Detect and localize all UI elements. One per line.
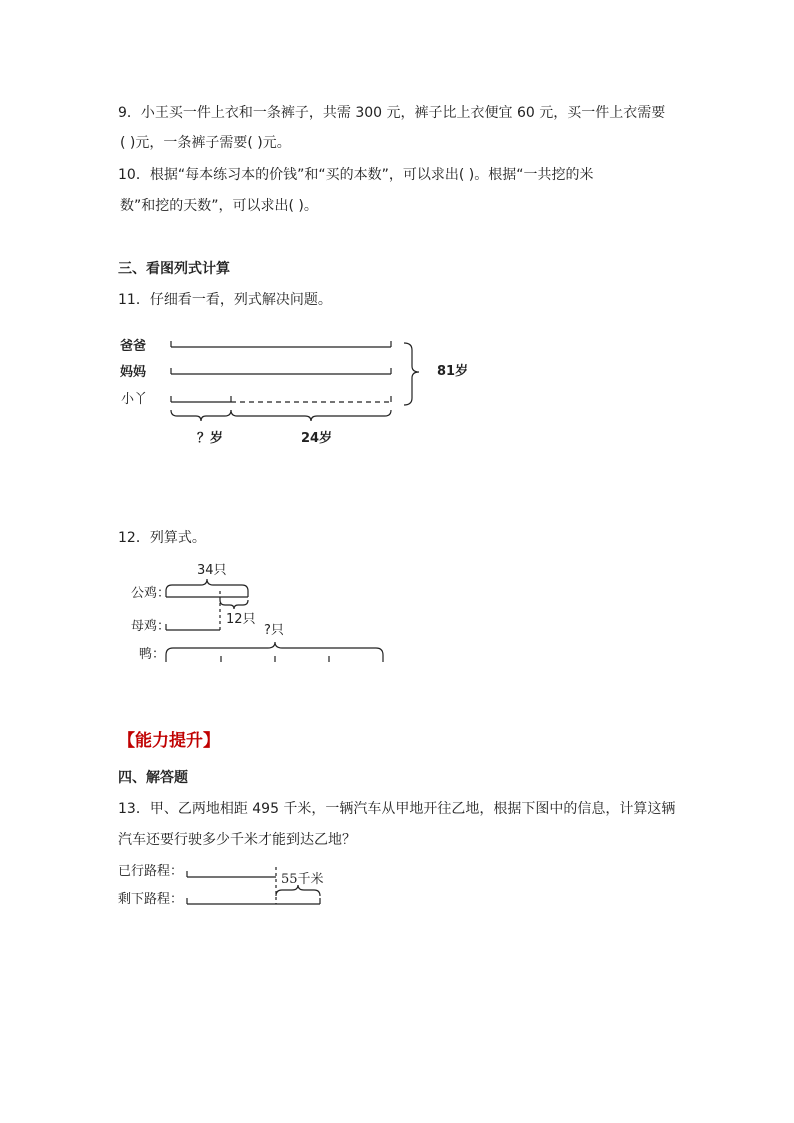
q11-mom-bar: [171, 368, 391, 374]
q11-total-brace: [404, 343, 419, 405]
q12-diff-brace: [220, 600, 248, 609]
q11-label-girl: 小丫: [121, 392, 148, 407]
q13-diff-brace: [276, 885, 320, 896]
q13-traveled-bar: [187, 871, 276, 877]
q13-remaining-bar: [187, 898, 320, 904]
q12-hen-bar: [166, 624, 220, 630]
q12-duck-bar: [166, 642, 383, 662]
q13-label-remaining: 剩下路程：: [118, 892, 184, 907]
q12-rooster-bar: [166, 591, 248, 597]
q12-label-hen: 母鸡：: [131, 619, 171, 634]
q13-label-traveled: 已行路程：: [118, 864, 184, 879]
q11-text: 11．仔细看一看，列式解决问题。: [118, 292, 332, 308]
q11-label-diff: 24岁: [301, 431, 333, 446]
q9-line1: 9．小王买一件上衣和一条裤子，共需 300 元，裤子比上衣便宜 60 元，买一件上衣需要: [118, 105, 666, 121]
q13-line1: 13．甲、乙两地相距 495 千米，一辆汽车从甲地开往乙地，根据下图中的信息，计算这辆: [118, 801, 676, 817]
q12-rooster-brace: [166, 579, 248, 591]
q11-label-unknown: ？岁: [197, 431, 224, 446]
q11-label-dad: 爸爸: [120, 339, 147, 354]
q12-text: 12．列算式。: [118, 530, 206, 546]
q12-label-rooster-count: 34只: [197, 563, 227, 578]
q11-diff-brace: [231, 410, 391, 421]
q13-line2: 汽车还要行驶多少千米才能到达乙地？: [118, 832, 356, 848]
section3-title: 三、看图列式计算: [118, 261, 230, 277]
ability-title: 【能力提升】: [118, 731, 220, 751]
q11-girl-bar: [171, 396, 391, 402]
section4-title: 四、解答题: [118, 770, 188, 786]
q11-label-total: 81岁: [437, 364, 469, 379]
q9-line2: ( )元，一条裤子需要( )元。: [120, 135, 291, 151]
q12-label-rooster: 公鸡：: [131, 586, 171, 601]
q11-dad-bar: [171, 341, 391, 347]
q13-label-diff: 55千米: [281, 872, 324, 887]
q12-label-diff: 12只: [226, 612, 256, 627]
q11-unknown-brace: [171, 410, 231, 421]
q11-label-mom: 妈妈: [120, 365, 147, 380]
q12-label-unknown: ?只: [264, 623, 284, 638]
q10-line1: 10．根据“每本练习本的价钱”和“买的本数”，可以求出( )。根据“一共挖的米: [118, 167, 594, 183]
q12-label-duck: 鸭：: [139, 647, 166, 662]
q10-line2: 数”和挖的天数”，可以求出( )。: [120, 198, 318, 214]
